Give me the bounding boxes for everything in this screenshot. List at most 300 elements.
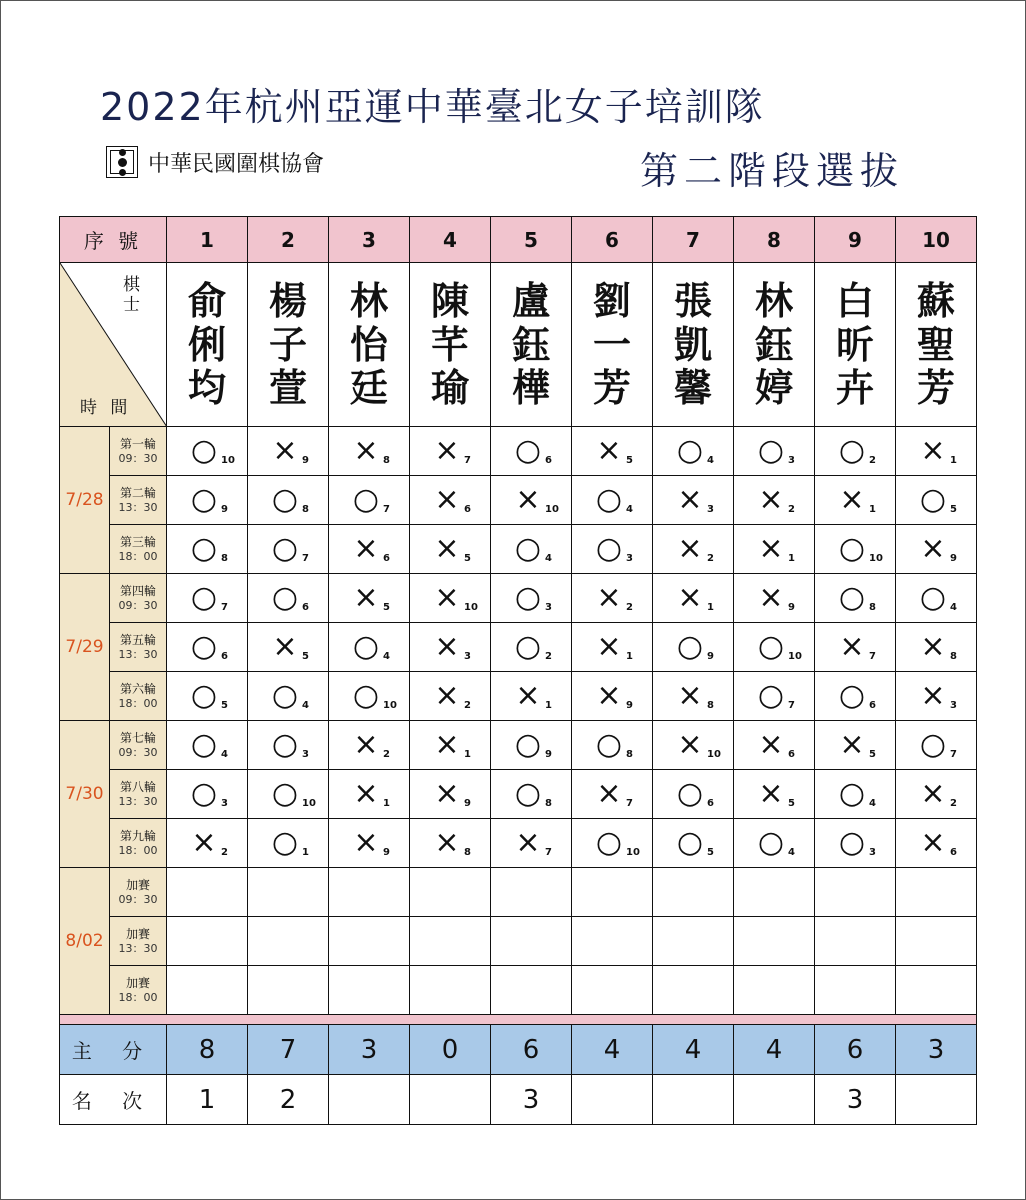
result-cell (248, 525, 329, 574)
score-value-10: 3 (896, 1025, 977, 1075)
rank-value-1: 1 (167, 1075, 248, 1125)
opponent-number: 7 (302, 553, 309, 564)
round-row (60, 672, 977, 721)
result-cell (410, 574, 491, 623)
round-time: 09：30 (118, 598, 158, 612)
opponent-number: 1 (869, 504, 876, 515)
win-circle-icon: ○ (271, 727, 299, 762)
opponent-number: 10 (302, 798, 316, 809)
opponent-number: 8 (221, 553, 228, 564)
day-date: 7/29 (60, 574, 110, 721)
player-name-3: 林 怡 廷 (329, 263, 410, 427)
result-cell (167, 819, 248, 868)
time-label: 時 間 (80, 398, 132, 418)
win-circle-icon: ○ (190, 433, 218, 468)
opponent-number: 6 (302, 602, 309, 613)
win-circle-icon: ○ (838, 433, 866, 468)
association-block (106, 146, 324, 178)
opponent-number: 1 (626, 651, 633, 662)
opponent-number: 5 (464, 553, 471, 564)
score-value-8: 4 (734, 1025, 815, 1075)
win-circle-icon: ○ (676, 629, 704, 664)
result-cell (653, 721, 734, 770)
round-label (110, 623, 167, 672)
loss-cross-icon: × (434, 776, 460, 811)
result-cell (329, 770, 410, 819)
opponent-number: 7 (464, 455, 471, 466)
loss-cross-icon: × (353, 727, 379, 762)
loss-cross-icon: × (677, 482, 703, 517)
opponent-number: 2 (221, 847, 228, 858)
result-cell (896, 868, 977, 917)
result-cell (248, 721, 329, 770)
rank-value-3 (329, 1075, 410, 1125)
result-cell (572, 476, 653, 525)
result-cell (248, 917, 329, 966)
result-cell (815, 525, 896, 574)
opponent-number: 8 (302, 504, 309, 515)
round-name: 第七輪 (119, 730, 156, 745)
player-seq-5: 5 (491, 217, 572, 263)
opponent-number: 5 (302, 651, 309, 662)
round-row (60, 721, 977, 770)
result-cell (167, 476, 248, 525)
result-cell (329, 476, 410, 525)
loss-cross-icon: × (596, 678, 622, 713)
round-name: 第八輪 (119, 779, 156, 794)
result-cell (734, 721, 815, 770)
result-cell (734, 819, 815, 868)
result-cell (329, 574, 410, 623)
player-name-4: 陳 芊 瑜 (410, 263, 491, 427)
win-circle-icon: ○ (190, 531, 218, 566)
result-cell (491, 672, 572, 721)
round-row (60, 623, 977, 672)
result-cell (815, 672, 896, 721)
win-circle-icon: ○ (514, 580, 542, 615)
round-label (110, 966, 167, 1015)
result-cell (410, 770, 491, 819)
opponent-number: 10 (221, 455, 235, 466)
loss-cross-icon: × (353, 825, 379, 860)
round-label (110, 427, 167, 476)
loss-cross-icon: × (353, 433, 379, 468)
win-circle-icon: ○ (352, 482, 380, 517)
separator-band (60, 1015, 977, 1025)
round-time: 09：30 (118, 745, 158, 759)
opponent-number: 6 (788, 749, 795, 760)
win-circle-icon: ○ (514, 776, 542, 811)
result-cell (572, 917, 653, 966)
opponent-number: 6 (221, 651, 228, 662)
loss-cross-icon: × (596, 580, 622, 615)
player-name-2: 楊 子 萱 (248, 263, 329, 427)
result-cell (896, 770, 977, 819)
round-label (110, 525, 167, 574)
result-cell (329, 623, 410, 672)
opponent-number: 9 (464, 798, 471, 809)
result-cell (896, 525, 977, 574)
loss-cross-icon: × (920, 776, 946, 811)
opponent-number: 6 (383, 553, 390, 564)
score-row (60, 1025, 977, 1075)
loss-cross-icon: × (434, 482, 460, 517)
result-cell (653, 672, 734, 721)
opponent-number: 1 (707, 602, 714, 613)
score-value-2: 7 (248, 1025, 329, 1075)
result-cell (572, 868, 653, 917)
win-circle-icon: ○ (919, 727, 947, 762)
loss-cross-icon: × (353, 531, 379, 566)
result-cell (896, 427, 977, 476)
loss-cross-icon: × (758, 727, 784, 762)
result-cell (734, 427, 815, 476)
loss-cross-icon: × (758, 482, 784, 517)
round-label (110, 476, 167, 525)
loss-cross-icon: × (515, 482, 541, 517)
loss-cross-icon: × (839, 482, 865, 517)
win-circle-icon: ○ (676, 776, 704, 811)
opponent-number: 5 (950, 504, 957, 515)
win-circle-icon: ○ (757, 433, 785, 468)
result-cell (734, 672, 815, 721)
opponent-number: 8 (869, 602, 876, 613)
loss-cross-icon: × (920, 531, 946, 566)
win-circle-icon: ○ (352, 629, 380, 664)
score-value-7: 4 (653, 1025, 734, 1075)
round-name: 第六輪 (119, 681, 156, 696)
result-cell (572, 819, 653, 868)
opponent-number: 8 (383, 455, 390, 466)
loss-cross-icon: × (353, 580, 379, 615)
round-label (110, 672, 167, 721)
result-cell (329, 427, 410, 476)
win-circle-icon: ○ (514, 433, 542, 468)
result-cell (491, 917, 572, 966)
player-label: 棋 士 (123, 275, 140, 316)
opponent-number: 6 (707, 798, 714, 809)
opponent-number: 2 (626, 602, 633, 613)
round-time: 18：00 (118, 843, 158, 857)
opponent-number: 6 (464, 504, 471, 515)
win-circle-icon: ○ (919, 580, 947, 615)
player-seq-7: 7 (653, 217, 734, 263)
result-cell (410, 868, 491, 917)
opponent-number: 8 (545, 798, 552, 809)
round-row (60, 966, 977, 1015)
opponent-number: 9 (788, 602, 795, 613)
opponent-number: 1 (383, 798, 390, 809)
loss-cross-icon: × (677, 678, 703, 713)
result-cell (734, 770, 815, 819)
opponent-number: 3 (464, 651, 471, 662)
opponent-number: 7 (788, 700, 795, 711)
round-label (110, 917, 167, 966)
loss-cross-icon: × (758, 580, 784, 615)
result-cell (653, 525, 734, 574)
result-cell (734, 476, 815, 525)
player-name-6: 劉 一 芳 (572, 263, 653, 427)
result-cell (815, 623, 896, 672)
result-cell (653, 819, 734, 868)
opponent-number: 6 (869, 700, 876, 711)
win-circle-icon: ○ (271, 531, 299, 566)
round-label (110, 721, 167, 770)
opponent-number: 10 (788, 651, 802, 662)
loss-cross-icon: × (353, 776, 379, 811)
result-cell (653, 770, 734, 819)
result-cell (815, 868, 896, 917)
result-cell (896, 917, 977, 966)
win-circle-icon: ○ (757, 825, 785, 860)
player-name-5: 盧 鈺 樺 (491, 263, 572, 427)
opponent-number: 2 (707, 553, 714, 564)
result-cell (653, 476, 734, 525)
result-cell (815, 427, 896, 476)
seq-header-row (60, 217, 977, 263)
win-circle-icon: ○ (514, 727, 542, 762)
association-logo-icon (106, 146, 138, 178)
result-cell (329, 721, 410, 770)
result-cell (167, 770, 248, 819)
loss-cross-icon: × (839, 727, 865, 762)
round-time: 13：30 (118, 941, 158, 955)
round-name: 第二輪 (119, 485, 156, 500)
opponent-number: 9 (707, 651, 714, 662)
score-value-5: 6 (491, 1025, 572, 1075)
round-name: 加賽 (125, 926, 150, 941)
result-cell (248, 574, 329, 623)
win-circle-icon: ○ (838, 580, 866, 615)
opponent-number: 8 (707, 700, 714, 711)
result-cell (167, 868, 248, 917)
result-cell (491, 966, 572, 1015)
rank-value-9: 3 (815, 1075, 896, 1125)
opponent-number: 5 (221, 700, 228, 711)
loss-cross-icon: × (434, 433, 460, 468)
result-cell (572, 672, 653, 721)
win-circle-icon: ○ (595, 482, 623, 517)
opponent-number: 5 (869, 749, 876, 760)
player-name-9: 白 昕 卉 (815, 263, 896, 427)
result-cell (410, 672, 491, 721)
loss-cross-icon: × (677, 580, 703, 615)
opponent-number: 1 (302, 847, 309, 858)
opponent-number: 4 (626, 504, 633, 515)
opponent-number: 5 (383, 602, 390, 613)
result-cell (167, 525, 248, 574)
opponent-number: 1 (788, 553, 795, 564)
win-circle-icon: ○ (271, 482, 299, 517)
win-circle-icon: ○ (757, 629, 785, 664)
opponent-number: 6 (950, 847, 957, 858)
loss-cross-icon: × (920, 825, 946, 860)
loss-cross-icon: × (920, 433, 946, 468)
loss-cross-icon: × (596, 776, 622, 811)
opponent-number: 3 (302, 749, 309, 760)
opponent-number: 4 (221, 749, 228, 760)
opponent-number: 6 (545, 455, 552, 466)
result-cell (491, 721, 572, 770)
result-cell (410, 476, 491, 525)
win-circle-icon: ○ (514, 531, 542, 566)
score-value-3: 3 (329, 1025, 410, 1075)
win-circle-icon: ○ (595, 727, 623, 762)
player-seq-10: 10 (896, 217, 977, 263)
rank-value-6 (572, 1075, 653, 1125)
opponent-number: 2 (464, 700, 471, 711)
result-cell (491, 574, 572, 623)
round-name: 第三輪 (119, 534, 156, 549)
player-name-8: 林 鈺 婷 (734, 263, 815, 427)
win-circle-icon: ○ (352, 678, 380, 713)
win-circle-icon: ○ (190, 727, 218, 762)
opponent-number: 9 (221, 504, 228, 515)
round-name: 加賽 (125, 975, 150, 990)
win-circle-icon: ○ (271, 580, 299, 615)
opponent-number: 3 (950, 700, 957, 711)
opponent-number: 4 (383, 651, 390, 662)
loss-cross-icon: × (515, 825, 541, 860)
round-time: 18：00 (118, 549, 158, 563)
page-subtitle: 第二階段選拔 (640, 149, 905, 193)
separator-row (60, 1015, 977, 1025)
opponent-number: 9 (302, 455, 309, 466)
result-cell (734, 623, 815, 672)
result-cell (653, 427, 734, 476)
loss-cross-icon: × (434, 727, 460, 762)
round-row (60, 770, 977, 819)
results-table (59, 216, 977, 1125)
header-corner (60, 263, 167, 427)
win-circle-icon: ○ (838, 776, 866, 811)
win-circle-icon: ○ (190, 776, 218, 811)
opponent-number: 1 (545, 700, 552, 711)
opponent-number: 10 (464, 602, 478, 613)
result-cell (410, 966, 491, 1015)
opponent-number: 8 (950, 651, 957, 662)
result-cell (815, 476, 896, 525)
win-circle-icon: ○ (514, 629, 542, 664)
win-circle-icon: ○ (190, 629, 218, 664)
opponent-number: 7 (626, 798, 633, 809)
player-name-row (60, 263, 977, 427)
player-seq-1: 1 (167, 217, 248, 263)
day-date: 7/30 (60, 721, 110, 868)
opponent-number: 7 (383, 504, 390, 515)
loss-cross-icon: × (272, 629, 298, 664)
round-row (60, 917, 977, 966)
loss-cross-icon: × (191, 825, 217, 860)
player-seq-9: 9 (815, 217, 896, 263)
opponent-number: 9 (950, 553, 957, 564)
loss-cross-icon: × (434, 629, 460, 664)
round-name: 第四輪 (119, 583, 156, 598)
opponent-number: 7 (221, 602, 228, 613)
result-cell (896, 819, 977, 868)
win-circle-icon: ○ (838, 825, 866, 860)
rank-value-10 (896, 1075, 977, 1125)
result-cell (329, 525, 410, 574)
result-cell (572, 525, 653, 574)
round-time: 13：30 (118, 647, 158, 661)
result-cell (815, 917, 896, 966)
result-cell (572, 721, 653, 770)
result-cell (572, 427, 653, 476)
win-circle-icon: ○ (271, 678, 299, 713)
opponent-number: 3 (707, 504, 714, 515)
loss-cross-icon: × (758, 776, 784, 811)
loss-cross-icon: × (920, 678, 946, 713)
result-cell (734, 917, 815, 966)
round-row (60, 574, 977, 623)
rank-value-5: 3 (491, 1075, 572, 1125)
result-cell (248, 819, 329, 868)
round-time: 13：30 (118, 794, 158, 808)
round-time: 18：00 (118, 990, 158, 1004)
round-label (110, 770, 167, 819)
opponent-number: 4 (545, 553, 552, 564)
loss-cross-icon: × (596, 629, 622, 664)
rank-row (60, 1075, 977, 1125)
result-cell (248, 623, 329, 672)
result-cell (815, 574, 896, 623)
result-cell (653, 966, 734, 1015)
loss-cross-icon: × (434, 825, 460, 860)
loss-cross-icon: × (839, 629, 865, 664)
opponent-number: 7 (545, 847, 552, 858)
round-row (60, 427, 977, 476)
loss-cross-icon: × (677, 531, 703, 566)
loss-cross-icon: × (758, 531, 784, 566)
round-name: 加賽 (125, 877, 150, 892)
loss-cross-icon: × (515, 678, 541, 713)
result-cell (896, 966, 977, 1015)
opponent-number: 4 (788, 847, 795, 858)
player-seq-4: 4 (410, 217, 491, 263)
result-cell (491, 525, 572, 574)
score-value-9: 6 (815, 1025, 896, 1075)
win-circle-icon: ○ (757, 678, 785, 713)
result-cell (815, 770, 896, 819)
result-cell (167, 623, 248, 672)
opponent-number: 10 (545, 504, 559, 515)
loss-cross-icon: × (434, 580, 460, 615)
opponent-number: 1 (950, 455, 957, 466)
result-cell (896, 574, 977, 623)
round-label (110, 819, 167, 868)
round-row (60, 868, 977, 917)
opponent-number: 10 (869, 553, 883, 564)
round-row (60, 525, 977, 574)
result-cell (248, 476, 329, 525)
round-label (110, 574, 167, 623)
round-time: 18：00 (118, 696, 158, 710)
opponent-number: 3 (869, 847, 876, 858)
round-row (60, 819, 977, 868)
round-row (60, 476, 977, 525)
player-name-1: 俞 俐 均 (167, 263, 248, 427)
opponent-number: 10 (707, 749, 721, 760)
win-circle-icon: ○ (190, 482, 218, 517)
result-cell (734, 868, 815, 917)
result-cell (410, 819, 491, 868)
result-cell (491, 427, 572, 476)
result-cell (734, 574, 815, 623)
result-cell (896, 476, 977, 525)
opponent-number: 2 (788, 504, 795, 515)
win-circle-icon: ○ (919, 482, 947, 517)
